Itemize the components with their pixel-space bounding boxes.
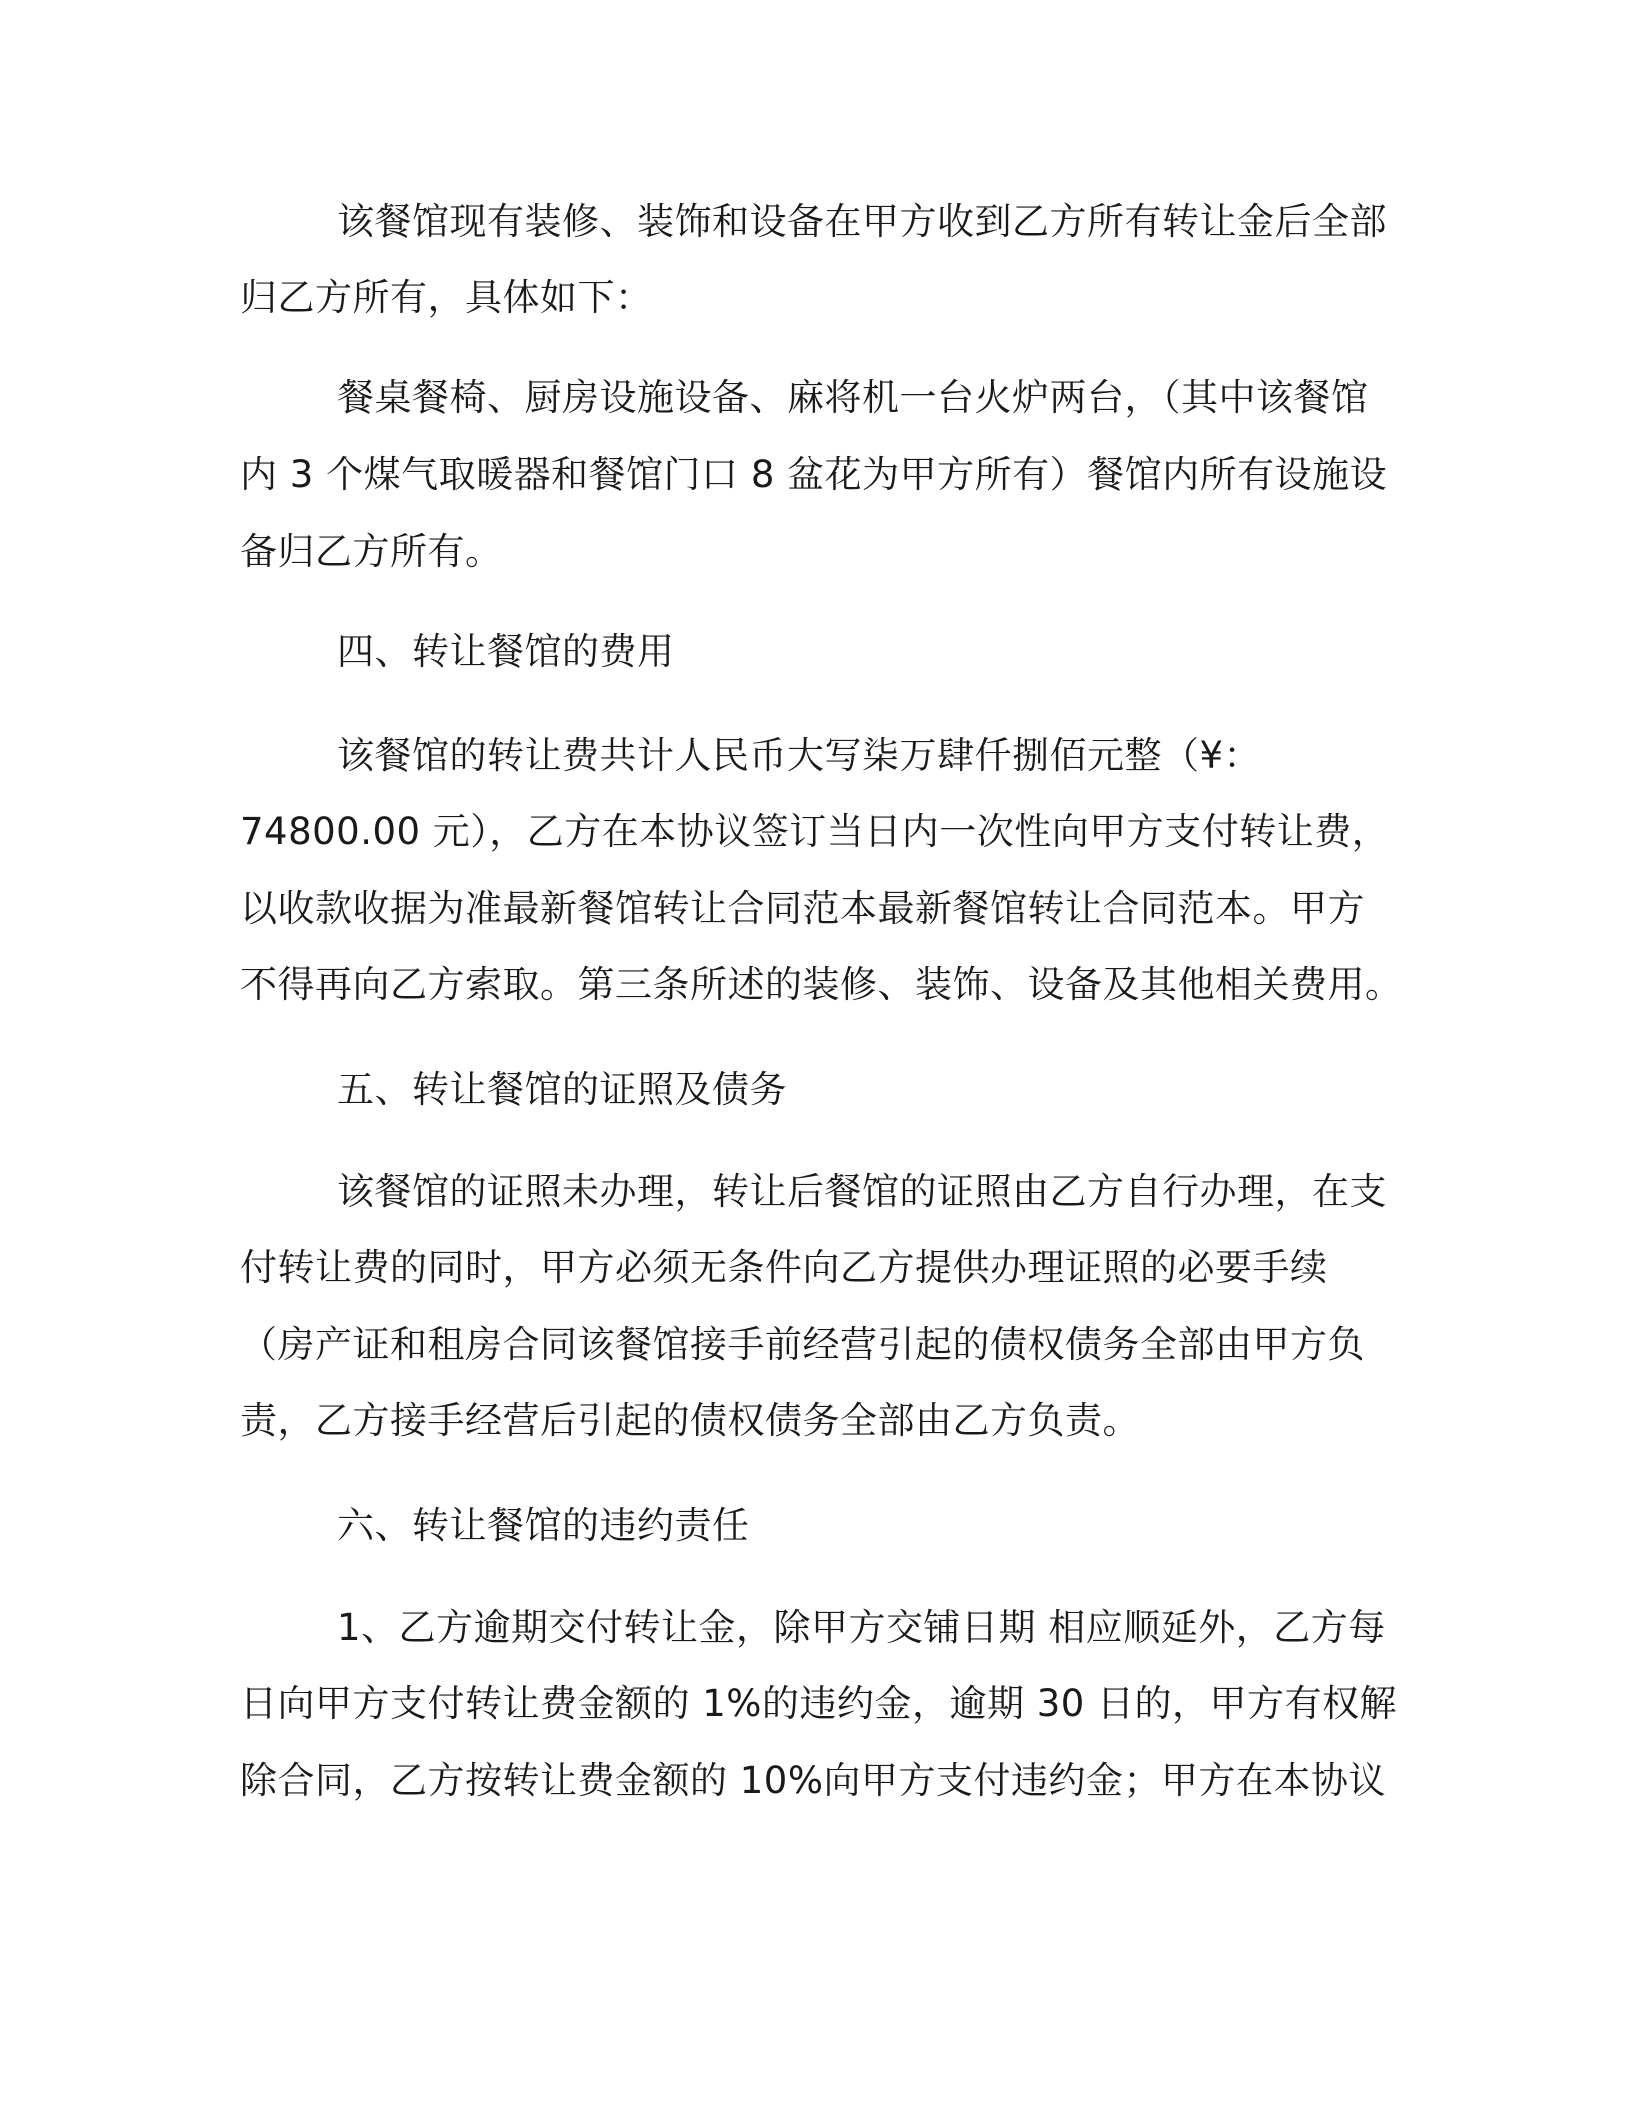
section-heading-breach: 六、转让餐馆的违约责任 [337,1504,750,1547]
paragraph-breach-line-1: 1、乙方逾期交付转让金，除甲方交铺日期 相应顺延外，乙方每 [337,1606,1386,1649]
paragraph-fees-line-3: 以收款收据为准最新餐馆转让合同范本最新餐馆转让合同范本。甲方 [240,887,1365,930]
section-heading-licenses: 五、转让餐馆的证照及债务 [337,1068,787,1111]
paragraph-licenses-line-4: 责，乙方接手经营后引起的债权债务全部由乙方负责。 [240,1399,1140,1442]
paragraph-breach-line-3: 除合同，乙方按转让费金额的 10%向甲方支付违约金；甲方在本协议 [240,1759,1386,1802]
paragraph-licenses-line-1: 该餐馆的证照未办理，转让后餐馆的证照由乙方自行办理，在支 [337,1170,1387,1213]
paragraph-licenses-line-3: （房产证和租房合同该餐馆接手前经营引起的债权债务全部由甲方负 [240,1323,1365,1366]
paragraph-items-line-2: 内 3 个煤气取暖器和餐馆门口 8 盆花为甲方所有）餐馆内所有设施设 [240,453,1388,496]
paragraph-items-line-3: 备归乙方所有。 [240,530,503,573]
paragraph-fees-line-1: 该餐馆的转让费共计人民币大写柒万肆仟捌佰元整（¥： [337,734,1262,777]
paragraph-licenses-line-2: 付转让费的同时，甲方必须无条件向乙方提供办理证照的必要手续 [240,1246,1328,1289]
paragraph-breach-line-2: 日向甲方支付转让费金额的 1%的违约金，逾期 30 日的，甲方有权解 [240,1682,1398,1725]
paragraph-fees-line-2: 74800.00 元），乙方在本协议签订当日内一次性向甲方支付转让费， [240,810,1390,853]
section-heading-fees: 四、转让餐馆的费用 [337,630,675,673]
paragraph-items-line-1: 餐桌餐椅、厨房设施设备、麻将机一台火炉两台，（其中该餐馆 [337,376,1369,419]
paragraph-fees-line-4: 不得再向乙方索取。第三条所述的装修、装饰、设备及其他相关费用。 [240,963,1403,1006]
paragraph-equipment-line-2: 归乙方所有，具体如下： [240,276,653,319]
paragraph-equipment-line-1: 该餐馆现有装修、装饰和设备在甲方收到乙方所有转让金后全部 [337,200,1387,243]
